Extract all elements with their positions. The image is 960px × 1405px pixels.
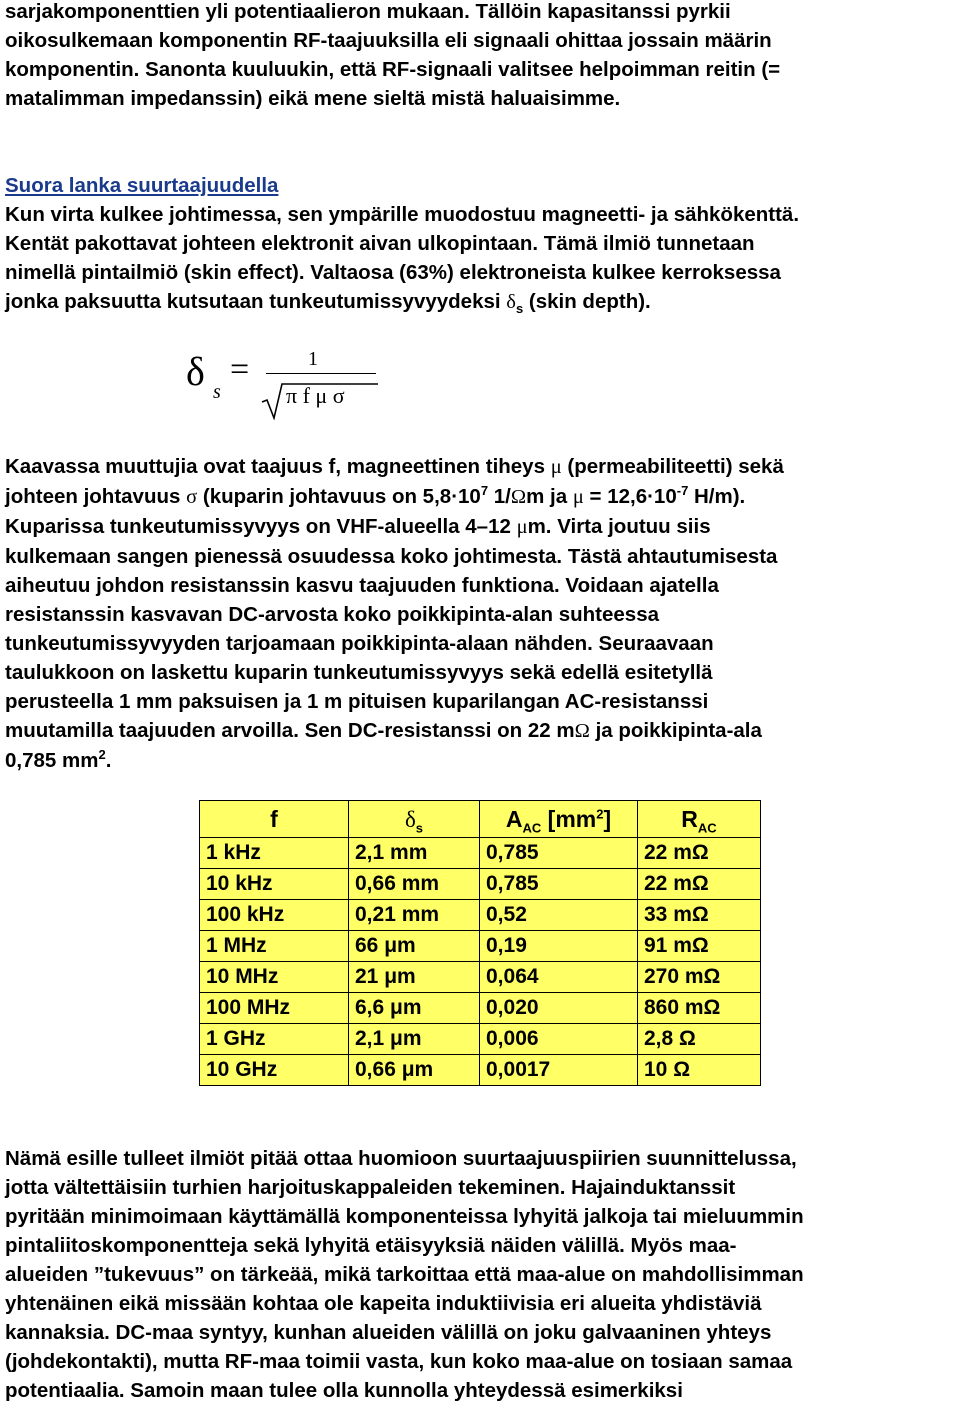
text-line: tunkeutumissyvyyden tarjoamaan poikkipinta-alaan nähden. Seuraavaan	[5, 632, 714, 655]
text-run: 0,785 mm	[5, 749, 99, 772]
dot-operator: ·	[451, 485, 459, 508]
text-line: oikosulkemaan komponentin RF-taajuuksilla eli signaali ohittaa jossain määrin	[5, 29, 772, 52]
text-run: = 12,6	[583, 485, 648, 508]
exponent: 2	[98, 747, 106, 763]
table-row	[200, 869, 761, 900]
cell-resistance: 10 Ω	[638, 1055, 761, 1086]
table-row	[200, 838, 761, 869]
exponent: 2	[596, 805, 604, 821]
text-line: nimellä pintailmiö (skin effect). Valtaosa (63%) elektroneista kulkee kerroksessa	[5, 261, 781, 284]
text-line: kulkemaan sangen pienessä osuudessa koko johtimesta. Tästä ahtautumisesta	[5, 545, 778, 568]
cell-frequency: 10 MHz	[200, 962, 349, 993]
header-frequency: f	[200, 801, 349, 838]
cell-area: 0,785	[480, 838, 638, 869]
cell-frequency: 1 kHz	[200, 838, 349, 869]
table-header-row	[200, 801, 761, 838]
cell-skin-depth: 0,66 μm	[349, 1055, 480, 1086]
sigma-symbol: σ	[186, 486, 198, 508]
text-line: Nämä esille tulleet ilmiöt pitää ottaa huomioon suurtaajuuspiirien suunnittelussa,	[5, 1147, 797, 1170]
cell-frequency: 1 MHz	[200, 931, 349, 962]
text-line	[5, 716, 960, 746]
skin-depth-formula	[186, 345, 386, 425]
cell-skin-depth: 2,1 mm	[349, 838, 480, 869]
text-run: (skin depth).	[523, 290, 651, 313]
text-run: Kuparissa tunkeutumissyvyys on VHF-alueella 4–12	[5, 515, 517, 538]
cell-frequency: 10 kHz	[200, 869, 349, 900]
skin-depth-table	[199, 800, 761, 1086]
cell-area: 0,020	[480, 993, 638, 1024]
cell-area: 0,0017	[480, 1055, 638, 1086]
table-row	[200, 993, 761, 1024]
text-run: johteen johtavuus	[5, 485, 187, 508]
subscript: AC	[522, 820, 542, 836]
cell-frequency: 1 GHz	[200, 1024, 349, 1055]
table-row	[200, 1055, 761, 1086]
cell-skin-depth: 0,66 mm	[349, 869, 480, 900]
text-line	[5, 746, 960, 775]
text-run: (kuparin johtavuus on 5,8	[197, 485, 452, 508]
text-run: ja poikkipinta-ala	[589, 719, 762, 742]
formula-numerator: 1	[308, 348, 318, 370]
mu-symbol: μ	[572, 486, 584, 508]
cell-area: 0,006	[480, 1024, 638, 1055]
text-run: ]	[603, 805, 612, 832]
ohm-symbol: Ω	[574, 720, 590, 742]
text-run: m ja	[526, 485, 573, 508]
text-line: Kentät pakottavat johteen elektronit aivan ulkopintaan. Tämä ilmiö tunnetaan	[5, 232, 755, 255]
text-run: [mm	[541, 805, 597, 832]
header-skin-depth	[349, 801, 480, 838]
delta-symbol: δ	[404, 806, 416, 832]
table-row	[200, 931, 761, 962]
exponent: 7	[480, 483, 489, 499]
cell-frequency: 100 kHz	[200, 900, 349, 931]
formula-denominator: π f μ σ	[286, 383, 345, 408]
cell-skin-depth: 66 μm	[349, 931, 480, 962]
text-line	[5, 482, 960, 512]
text-run: A	[505, 805, 523, 832]
header-area	[480, 801, 638, 838]
text-run: Kaavassa muuttujia ovat taajuus f, magneettinen tiheys	[5, 455, 551, 478]
closing-paragraph	[5, 1144, 960, 1405]
cell-area: 0,52	[480, 900, 638, 931]
ohm-symbol: Ω	[510, 486, 527, 508]
text-line: jotta vältettäisiin turhien harjoituskappaleiden tekeminen. Hajainduktanssit	[5, 1176, 736, 1199]
subscript: s	[515, 301, 524, 317]
text-line: alueiden ”tukevuus” on tärkeää, mikä tarkoittaa että maa-alue on mahdollisimman	[5, 1263, 804, 1286]
text-line: yhtenäinen eikä missään kohtaa ole kapeita induktiivisia eri alueita yhdistäviä	[5, 1292, 762, 1315]
text-line	[5, 452, 960, 482]
text-run: 10	[458, 485, 481, 508]
text-line: sarjakomponenttien yli potentiaalieron mukaan. Tällöin kapasitanssi pyrkii	[5, 0, 731, 23]
text-line: perusteella 1 mm paksuisen ja 1 m pituisen kuparilangan AC-resistanssi	[5, 690, 709, 713]
text-line	[5, 287, 960, 317]
cell-resistance: 270 mΩ	[638, 962, 761, 993]
text-line: pyritään minimoimaan käyttämällä komponenteissa lyhyitä jalkoja tai mieluummin	[5, 1205, 804, 1228]
subscript: AC	[697, 820, 717, 836]
delta-symbol: δ	[506, 291, 516, 313]
cell-frequency: 10 GHz	[200, 1055, 349, 1086]
text-run: .	[105, 749, 112, 772]
cell-resistance: 91 mΩ	[638, 931, 761, 962]
mu-symbol: μ	[550, 456, 562, 478]
text-run: R	[681, 805, 698, 832]
cell-skin-depth: 2,1 μm	[349, 1024, 480, 1055]
cell-skin-depth: 21 μm	[349, 962, 480, 993]
text-line: resistanssin kasvavan DC-arvosta koko poikkipinta-alan suhteessa	[5, 603, 659, 626]
cell-resistance: 22 mΩ	[638, 838, 761, 869]
text-run: (permeabiliteetti) sekä	[561, 455, 784, 478]
text-line: taulukkoon on laskettu kuparin tunkeutumissyvyys sekä edellä esitetyllä	[5, 661, 713, 684]
cell-resistance: 22 mΩ	[638, 869, 761, 900]
text-line: potentiaalia. Samoin maan tulee olla kunnolla yhteydessä esimerkiksi	[5, 1379, 683, 1402]
header-resistance	[638, 801, 761, 838]
text-line: kannaksia. DC-maa syntyy, kunhan alueiden välillä on joku galvaaninen yhteys	[5, 1321, 772, 1344]
text-line: aiheutuu johdon resistanssin kasvu taajuuden funktiona. Voidaan ajatella	[5, 574, 719, 597]
table-row	[200, 962, 761, 993]
text-run: 1/	[488, 485, 511, 508]
subscript: s	[415, 820, 424, 836]
cell-skin-depth: 0,21 mm	[349, 900, 480, 931]
text-line: Kun virta kulkee johtimessa, sen ympärille muodostuu magneetti- ja sähkökenttä.	[5, 203, 800, 226]
text-run: 10	[653, 485, 677, 508]
fraction-bar	[266, 373, 376, 374]
cell-resistance: 33 mΩ	[638, 900, 761, 931]
text-run: m. Virta joutuu siis	[527, 515, 711, 538]
mu-symbol: μ	[516, 516, 528, 538]
table-row	[200, 900, 761, 931]
section-heading[interactable]: Suora lanka suurtaajuudella	[5, 174, 279, 197]
exponent: -7	[676, 483, 689, 499]
cell-area: 0,785	[480, 869, 638, 900]
cell-area: 0,19	[480, 931, 638, 962]
skin-effect-paragraph	[5, 200, 960, 317]
text-run: jonka paksuutta kutsutaan tunkeutumissyvyydeksi	[5, 290, 507, 313]
cell-area: 0,064	[480, 962, 638, 993]
formula-equals: =	[230, 351, 250, 388]
table-row	[200, 1024, 761, 1055]
text-line: pintaliitoskomponentteja sekä lyhyitä etäisyyksiä näiden välillä. Myös maa-	[5, 1234, 737, 1257]
text-line: (johdekontakti), mutta RF-maa toimii vasta, kun koko maa-alue on tosiaan samaa	[5, 1350, 793, 1373]
formula-subscript: s	[213, 381, 221, 403]
dot-operator: ·	[647, 485, 654, 508]
text-line: matalimman impedanssin) eikä mene sieltä mistä haluaisimme.	[5, 87, 621, 110]
formula-delta: δ	[186, 349, 205, 394]
cell-resistance: 860 mΩ	[638, 993, 761, 1024]
cell-skin-depth: 6,6 μm	[349, 993, 480, 1024]
text-line	[5, 512, 960, 542]
cell-resistance: 2,8 Ω	[638, 1024, 761, 1055]
text-line: komponentin. Sanonta kuuluukin, että RF-signaali valitsee helpoimman reitin (=	[5, 58, 781, 81]
text-run: H/m).	[688, 485, 746, 508]
intro-paragraph	[5, 0, 960, 113]
cell-frequency: 100 MHz	[200, 993, 349, 1024]
text-run: muutamilla taajuuden arvoilla. Sen DC-resistanssi on 22 m	[5, 719, 575, 742]
explanation-paragraph	[5, 452, 960, 775]
